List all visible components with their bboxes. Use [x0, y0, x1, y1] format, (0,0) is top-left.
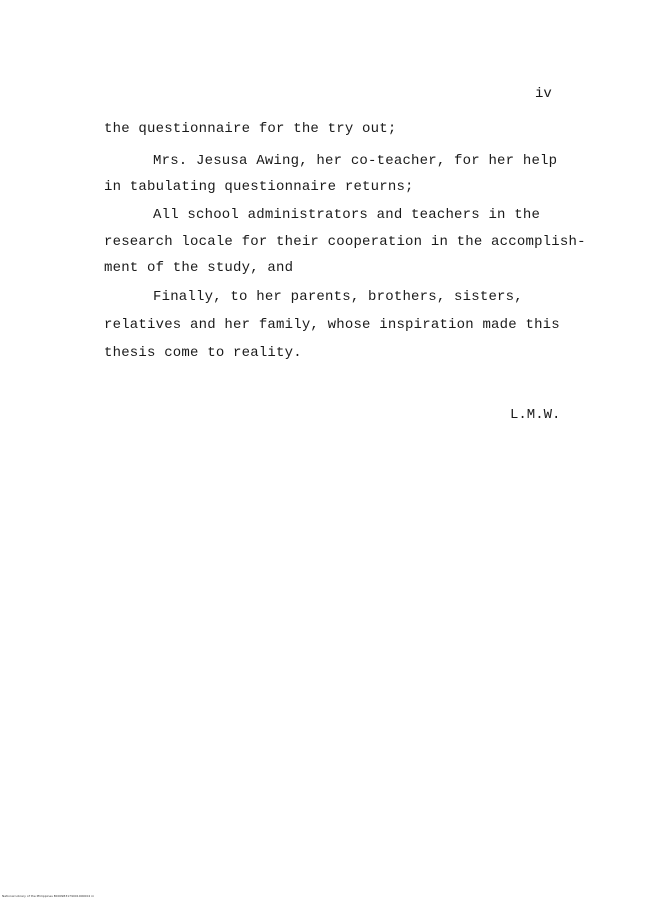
library-footer: National Library of the Philippines B000983179001000004 iii	[2, 894, 94, 898]
text-line: in tabulating questionnaire returns;	[104, 179, 414, 195]
text-line: All school administrators and teachers in the	[153, 207, 541, 223]
text-line: research locale for their cooperation in the accomplish-	[104, 234, 586, 250]
text-line: thesis come to reality.	[104, 345, 302, 361]
text-line: Mrs. Jesusa Awing, her co-teacher, for her help	[153, 153, 558, 169]
text-line: the questionnaire for the try out;	[104, 121, 397, 137]
text-line: relatives and her family, whose inspiration made this	[104, 317, 560, 333]
signature-initials: L.M.W.	[510, 407, 561, 423]
text-line: Finally, to her parents, brothers, sisters,	[153, 289, 523, 305]
text-line: ment of the study, and	[104, 260, 294, 276]
page-number: iv	[535, 86, 552, 102]
